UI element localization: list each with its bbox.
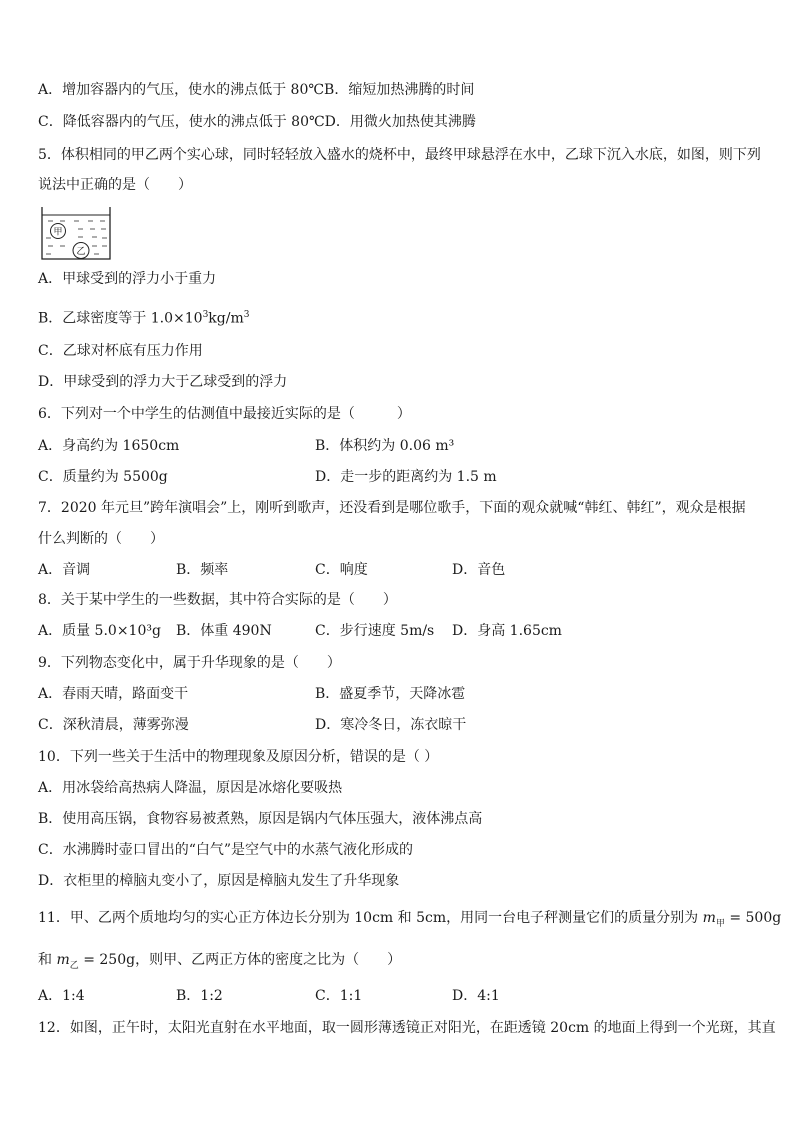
q5-option-d: D．甲球受到的浮力大于乙球受到的浮力 bbox=[38, 374, 288, 390]
q8-option-c: C．步行速度 5m/s bbox=[315, 623, 435, 639]
q5-option-b-number: 1.0×10 bbox=[150, 310, 203, 327]
q7-stem-line1: 7．2020 年元旦”跨年演唱会”上，刚听到歌声，还没看到是哪位歌手，下面的观众就喊“韩红、韩红”，观众是根据 bbox=[38, 500, 746, 516]
q5-option-b-prefix: B．乙球密度等于 bbox=[38, 310, 151, 327]
q11-option-d: D．4:1 bbox=[452, 988, 500, 1004]
m-yi-subscript: 乙 bbox=[69, 960, 79, 971]
q6-option-b: B．体积约为 0.06 m³ bbox=[315, 438, 455, 454]
q10-stem: 10．下列一些关于生活中的物理现象及原因分析，错误的是（ ） bbox=[38, 749, 439, 765]
q5-stem-line1: 5．体积相同的甲乙两个实心球，同时轻轻放入盛水的烧杯中，最终甲球悬浮在水中，乙球下沉入水底，如图，则下列 bbox=[38, 147, 761, 163]
q7-option-b: B．频率 bbox=[176, 562, 229, 578]
q7-option-c: C．响度 bbox=[315, 562, 368, 578]
q10-option-a: A．用冰袋给高热病人降温，原因是冰熔化要吸热 bbox=[38, 780, 343, 796]
q5-option-b-unit: kg/m bbox=[208, 310, 244, 327]
m-jia-subscript: 甲 bbox=[715, 918, 725, 929]
fig-label-jia: 甲 bbox=[53, 227, 63, 238]
q9-option-b: B．盛夏季节，天降冰雹 bbox=[315, 686, 466, 702]
beaker-figure bbox=[40, 205, 114, 263]
m-jia-value: = 500g bbox=[724, 910, 782, 926]
q7-option-a: A．音调 bbox=[38, 562, 91, 578]
q9-option-c: C．深秋清晨，薄雾弥漫 bbox=[38, 717, 189, 733]
q5-option-b-unit-exponent: 3 bbox=[243, 310, 250, 320]
q8-stem: 8．关于某中学生的一些数据，其中符合实际的是（ ） bbox=[38, 592, 397, 608]
q10-option-b: B．使用高压锅，食物容易被煮熟，原因是锅内气体压强大，液体沸点高 bbox=[38, 811, 483, 827]
q6-option-a: A．身高约为 1650cm bbox=[38, 438, 180, 454]
q4-options-cd: C．降低容器内的气压，使水的沸点低于 80℃D．用微火加热使其沸腾 bbox=[38, 114, 476, 130]
q6-option-d: D．走一步的距离约为 1.5 m bbox=[315, 469, 497, 485]
q8-option-a: A．质量 5.0×10³g bbox=[38, 623, 161, 639]
q9-option-a: A．春雨天晴，路面变干 bbox=[38, 686, 189, 702]
q5-stem-line2: 说法中正确的是（ ） bbox=[38, 177, 192, 193]
q4-options-ab: A．增加容器内的气压，使水的沸点低于 80℃B．缩短加热沸腾的时间 bbox=[38, 82, 475, 98]
q5-option-c: C．乙球对杯底有压力作用 bbox=[38, 343, 203, 359]
q10-option-c: C．水沸腾时壶口冒出的“白气”是空气中的水蒸气液化形成的 bbox=[38, 842, 414, 858]
m-yi-variable: m bbox=[56, 952, 70, 968]
q9-stem: 9．下列物态变化中，属于升华现象的是（ ） bbox=[38, 655, 341, 671]
q5-option-a: A．甲球受到的浮力小于重力 bbox=[38, 271, 217, 287]
m-yi-value: = 250g bbox=[78, 952, 136, 968]
q8-option-b: B．体重 490N bbox=[176, 623, 272, 639]
q11-option-a: A．1:4 bbox=[38, 988, 85, 1004]
q10-option-d: D．衣柜里的樟脑丸变小了，原因是樟脑丸发生了升华现象 bbox=[38, 873, 400, 889]
q11-stem-line1 bbox=[38, 908, 781, 934]
q5-option-b-exponent: 3 bbox=[202, 310, 209, 320]
q9-option-d: D．寒冷冬日，冻衣晾干 bbox=[315, 717, 467, 733]
q11-option-b: B．1:2 bbox=[176, 988, 223, 1004]
fig-label-yi: 乙 bbox=[76, 247, 86, 257]
q12-stem-line1: 12．如图，正午时，太阳光直射在水平地面，取一圆形薄透镜正对阳光，在距透镜 20cm 的地面上得到一个光斑，其直 bbox=[38, 1020, 776, 1036]
q7-stem-line2: 什么判断的（ ） bbox=[38, 531, 164, 547]
q6-stem: 6．下列对一个中学生的估测值中最接近实际的是（ ） bbox=[38, 406, 411, 422]
q5-option-b bbox=[38, 305, 249, 329]
q11-stem-question: ，则甲、乙两正方体的密度之比为（ ） bbox=[135, 952, 402, 968]
q6-option-c: C．质量约为 5500g bbox=[38, 469, 168, 485]
q11-stem-and: 和 bbox=[38, 952, 52, 968]
q11-stem-line2 bbox=[38, 950, 401, 976]
q7-option-d: D．音色 bbox=[452, 562, 506, 578]
q8-option-d: D．身高 1.65cm bbox=[452, 623, 562, 639]
m-jia-variable: m bbox=[702, 910, 716, 926]
q11-stem-text: 11．甲、乙两个质地均匀的实心正方体边长分别为 10cm 和 5cm，用同一台电子秤测量它们的质量分别为 bbox=[38, 910, 699, 926]
q11-option-c: C．1:1 bbox=[315, 988, 363, 1004]
